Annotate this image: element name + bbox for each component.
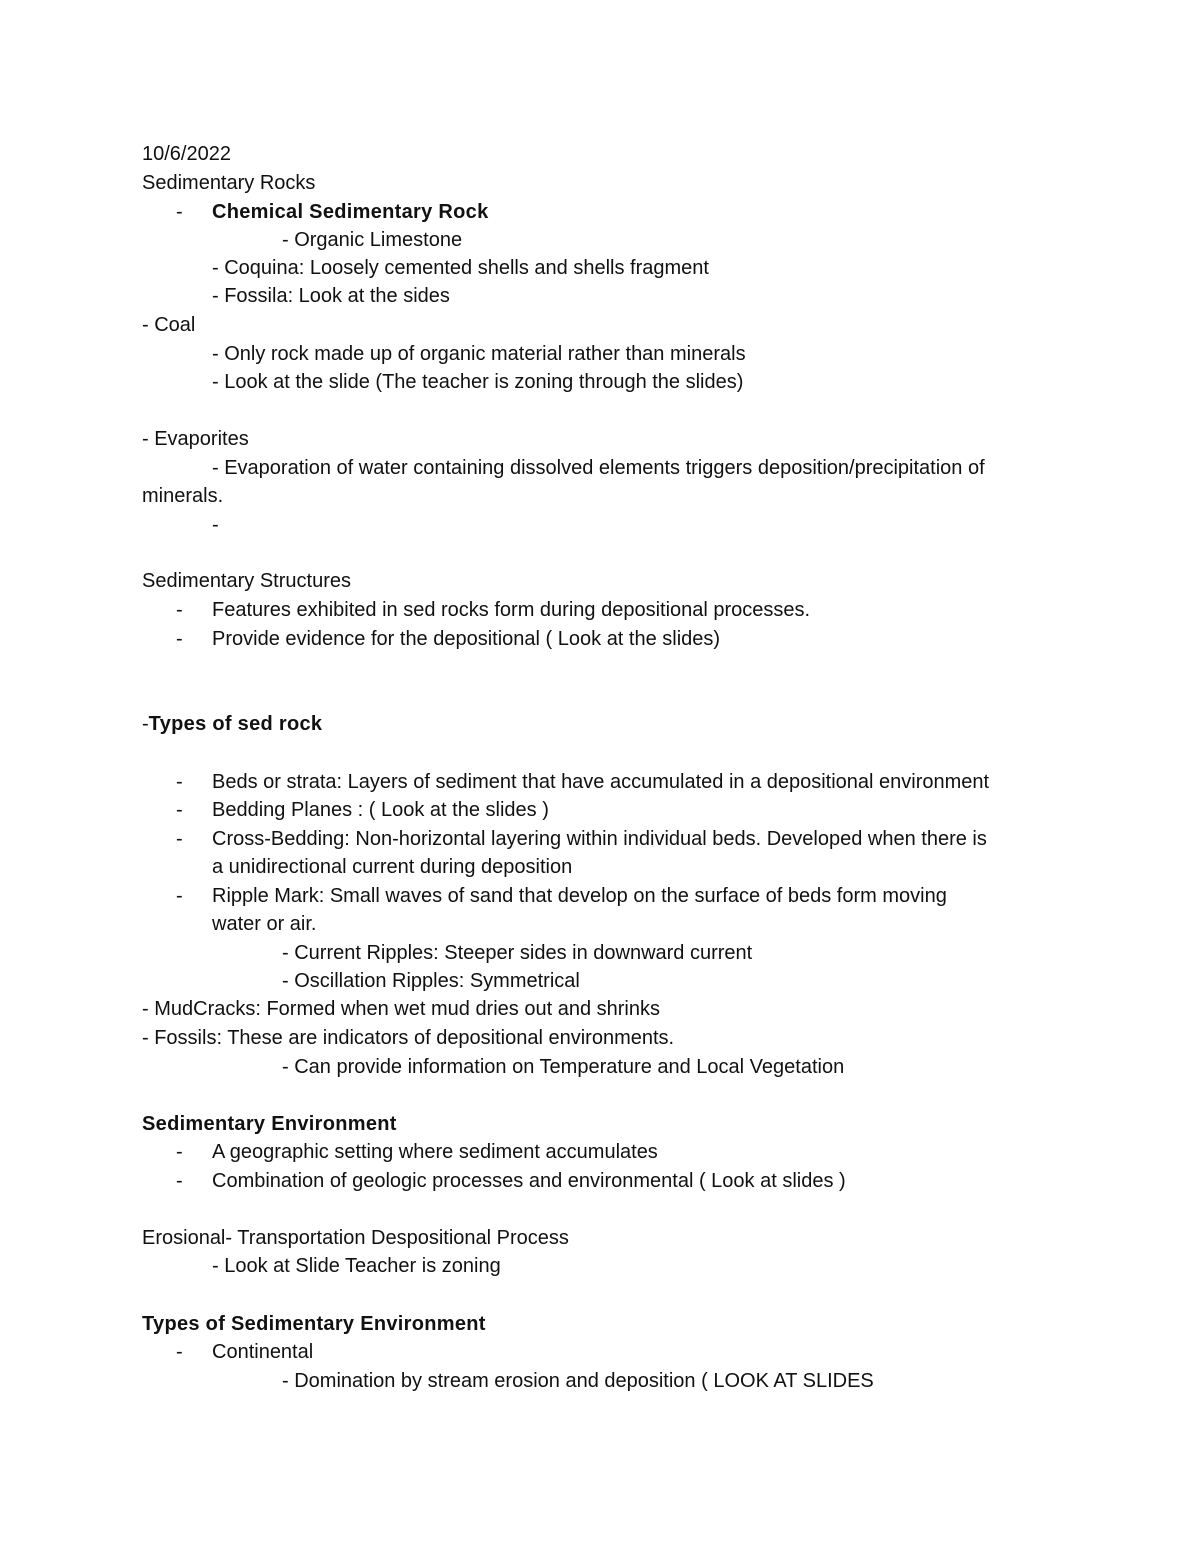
coal-detail-1: - Only rock made up of organic material rather than minerals [212,343,746,365]
evaporites: - Evaporites [142,428,249,450]
bullet-dash: - [176,1170,183,1192]
heading-sedimentary-structures: Sedimentary Structures [142,570,351,592]
coquina: - Coquina: Loosely cemented shells and shells fragment [212,257,709,279]
continental-detail: - Domination by stream erosion and deposition ( LOOK AT SLIDES [282,1370,874,1392]
structures-bullet-1: Features exhibited in sed rocks form during depositional processes. [212,599,811,621]
cross-bedding-line-1: Cross-Bedding: Non-horizontal layering within individual beds. Developed when there is [212,828,987,850]
mudcracks: - MudCracks: Formed when wet mud dries out and shrinks [142,998,660,1020]
evaporites-detail-1b: minerals. [142,485,224,507]
bullet-dash: - [176,799,183,821]
beds-or-strata: Beds or strata: Layers of sediment that have accumulated in a depositional environment [212,771,990,793]
coal-detail-2: - Look at the slide (The teacher is zoning through the slides) [212,371,744,393]
bullet-dash: - [176,628,183,650]
current-ripples: - Current Ripples: Steeper sides in downward current [282,942,753,964]
heading-types-sed-rock: Types of sed rock [148,713,323,735]
bullet-dash: - [176,885,183,907]
evaporites-detail-2: - [212,514,219,536]
bullet-dash: - [176,201,183,223]
erosional-heading: Erosional- Transportation Despositional Process [142,1227,569,1249]
heading-dash: - [142,713,149,735]
bullet-dash: - [176,828,183,850]
date-line: 10/6/2022 [142,143,231,165]
ripple-mark-line-2: water or air. [212,913,317,935]
continental: Continental [212,1341,314,1363]
environment-bullet-1: A geographic setting where sediment accumulates [212,1141,658,1163]
fossils-detail: - Can provide information on Temperature and Local Vegetation [282,1056,845,1078]
evaporites-detail-1a: - Evaporation of water containing dissolved elements triggers deposition/precipitation of [212,457,985,479]
coal: - Coal [142,314,196,336]
cross-bedding-line-2: a unidirectional current during deposition [212,856,573,878]
bedding-planes: Bedding Planes : ( Look at the slides ) [212,799,549,821]
chemical-sedimentary-rock: Chemical Sedimentary Rock [212,201,489,223]
types-sed-rock-heading [142,710,322,738]
bullet-dash: - [176,599,183,621]
heading-sedimentary-rocks: Sedimentary Rocks [142,172,316,194]
oscillation-ripples: - Oscillation Ripples: Symmetrical [282,970,580,992]
bullet-dash: - [176,1341,183,1363]
erosional-detail: - Look at Slide Teacher is zoning [212,1255,501,1277]
bullet-dash: - [176,771,183,793]
bullet-dash: - [176,1141,183,1163]
ripple-mark-line-1: Ripple Mark: Small waves of sand that develop on the surface of beds form moving [212,885,947,907]
fossils: - Fossils: These are indicators of depositional environments. [142,1027,675,1049]
fossila: - Fossila: Look at the sides [212,285,450,307]
heading-types-sedimentary-environment: Types of Sedimentary Environment [142,1313,486,1335]
environment-bullet-2: Combination of geologic processes and environmental ( Look at slides ) [212,1170,846,1192]
structures-bullet-2: Provide evidence for the depositional ( Look at the slides) [212,628,721,650]
organic-limestone: - Organic Limestone [282,229,463,251]
heading-sedimentary-environment: Sedimentary Environment [142,1113,397,1135]
